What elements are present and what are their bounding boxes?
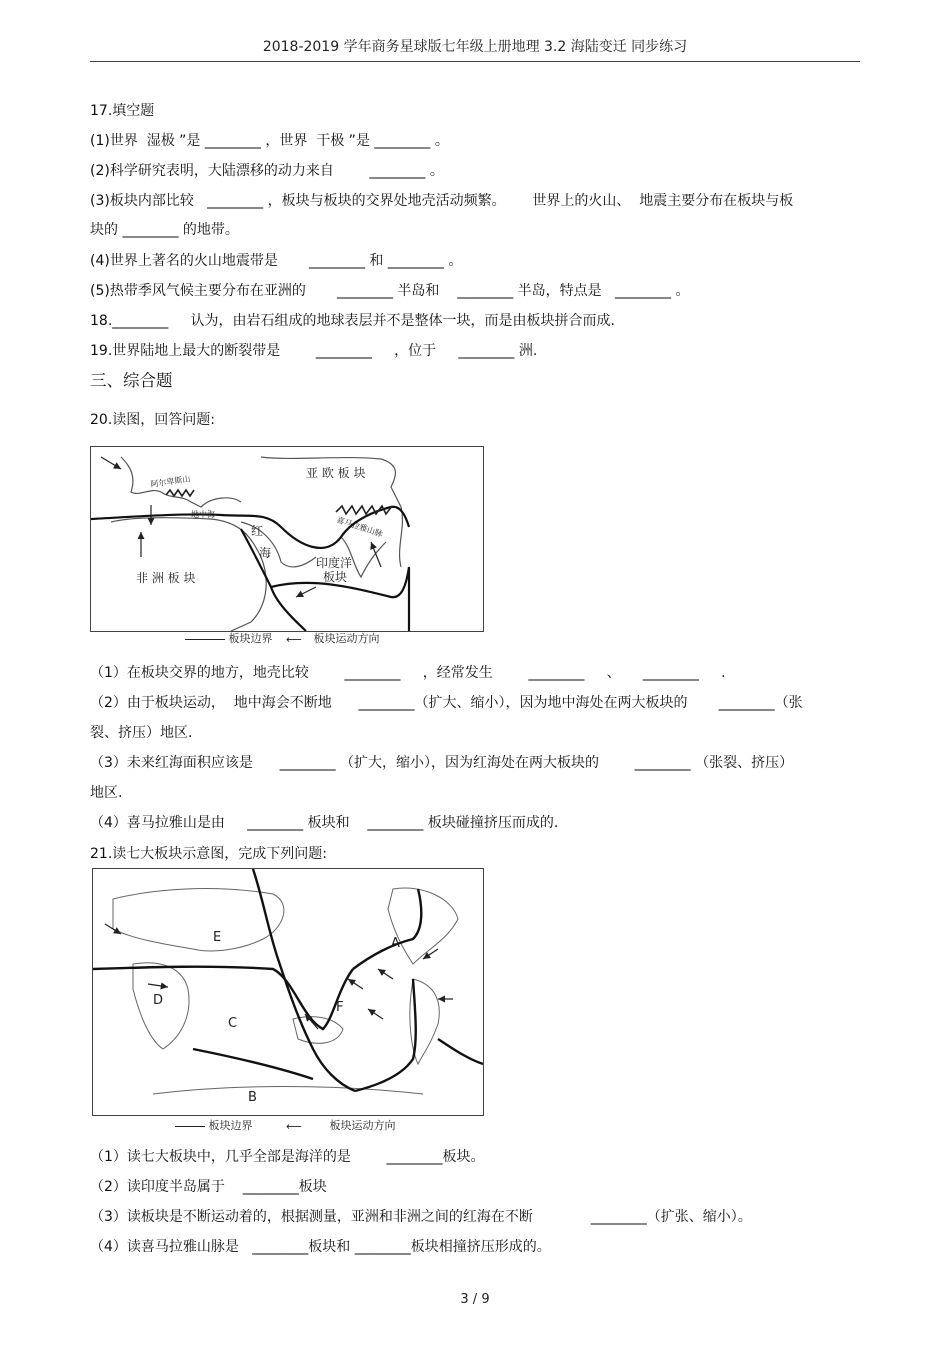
- map2-label-b: B: [248, 1090, 257, 1105]
- map2-label-c: C: [228, 1016, 238, 1031]
- question-20-4: （4）喜马拉雅山是由 ________ 板块和 ________ 板块碰撞挤压而成的.: [90, 815, 559, 831]
- map1-label-eurasia: 亚 欧 板 块: [306, 466, 366, 480]
- map1-label-mediterranean: 地中海: [191, 510, 215, 519]
- map1-label-red-1: 红: [251, 524, 264, 538]
- map1-label-red-2: 海: [259, 546, 272, 560]
- question-17-5: (5)热带季风气候主要分布在亚洲的 ________ 半岛和 ________ 半岛，特点是 ________ 。: [90, 283, 690, 299]
- question-20-2-line1: （2）由于板块运动， 地中海会不断地 ________（扩大、缩小），因为地中海处在两大板块的 ________（张: [90, 695, 803, 711]
- question-20-2-line2: 裂、挤压）地区.: [90, 725, 193, 741]
- question-20-1: （1）在板块交界的地方，地壳比较 ________ ，经常发生 ________ 、 ________ .: [90, 665, 726, 681]
- map2-legend-motion: 板块运动方向: [329, 1119, 396, 1132]
- legend-boundary-line-icon: [185, 639, 225, 640]
- map2-label-f: F: [336, 1000, 344, 1015]
- question-21-title: 21.读七大板块示意图，完成下列问题:: [90, 846, 327, 862]
- map1-legend-motion: 板块运动方向: [313, 632, 380, 645]
- plate-map-seven-plates: [92, 868, 484, 1116]
- question-20-title: 20.读图，回答问题:: [90, 412, 215, 428]
- map1-label-africa: 非 洲 板 块: [136, 571, 196, 585]
- question-17-3-line1: (3)板块内部比较 ________ ，板块与板块的交界处地壳活动频繁。 世界上的火山、 地震主要分布在板块与板: [90, 193, 794, 209]
- question-20-3-line1: （3）未来红海面积应该是 ________ （扩大，缩小），因为红海处在两大板块的 ________ （张裂、挤压）: [90, 755, 794, 771]
- page-header: 2018-2019 学年商务星球版七年级上册地理 3.2 海陆变迁 同步练习: [262, 39, 688, 55]
- question-21-4: （4）读喜马拉雅山脉是 ________板块和 ________板块相撞挤压形成的。: [90, 1239, 551, 1255]
- legend-arrow-icon: ⟵: [286, 632, 302, 646]
- question-17-1: (1)世界 湿极 ”是 ________ ，世界 干极 ”是 ________ 。: [90, 133, 449, 149]
- section-heading: 三、综合题: [90, 371, 173, 390]
- map1-label-himalaya: 喜马拉雅山脉: [335, 515, 384, 539]
- map1-label-indian-1: 印度洋: [316, 556, 353, 570]
- legend-arrow-icon: ⟵: [286, 1119, 302, 1133]
- map2-label-e: E: [213, 930, 222, 945]
- question-19: 19.世界陆地上最大的断裂带是 ________ ，位于 ________ 洲.: [90, 343, 538, 359]
- map1-legend-boundary: 板块边界: [228, 632, 273, 645]
- map1-label-indian-2: 板块: [323, 570, 348, 584]
- header-divider: [90, 61, 860, 62]
- question-18: 18.________ 认为，由岩石组成的地球表层并不是整体一块，而是由板块拼合而成.: [90, 313, 615, 329]
- question-17-3-line2: 块的 ________ 的地带。: [90, 222, 239, 238]
- map1-svg: [91, 447, 483, 631]
- question-21-1: （1）读七大板块中，几乎全部是海洋的是 ________板块。: [90, 1149, 485, 1165]
- page-number: 3 / 9: [460, 1292, 490, 1307]
- map2-label-a: A: [391, 936, 400, 951]
- map2-legend: [175, 1117, 475, 1133]
- plate-map-africa-eurasia: [90, 446, 484, 632]
- legend-boundary-line-icon: [175, 1126, 205, 1127]
- map1-legend: [185, 630, 445, 646]
- map2-svg: [93, 869, 483, 1115]
- question-20-3-line2: 地区.: [90, 785, 123, 801]
- question-17-4: (4)世界上著名的火山地震带是 ________ 和 ________ 。: [90, 253, 463, 269]
- question-17-title: 17.填空题: [90, 103, 155, 119]
- question-17-2: (2)科学研究表明，大陆漂移的动力来自 ________ 。: [90, 163, 444, 179]
- map1-label-alps: 阿尔卑斯山: [150, 474, 191, 489]
- map2-label-d: D: [153, 993, 164, 1008]
- map2-legend-boundary: 板块边界: [208, 1119, 253, 1132]
- question-21-3: （3）读板块是不断运动着的，根据测量，亚洲和非洲之间的红海在不断 ________（扩张、缩小）。: [90, 1209, 752, 1225]
- question-21-2: （2）读印度半岛属于 ________板块: [90, 1179, 327, 1195]
